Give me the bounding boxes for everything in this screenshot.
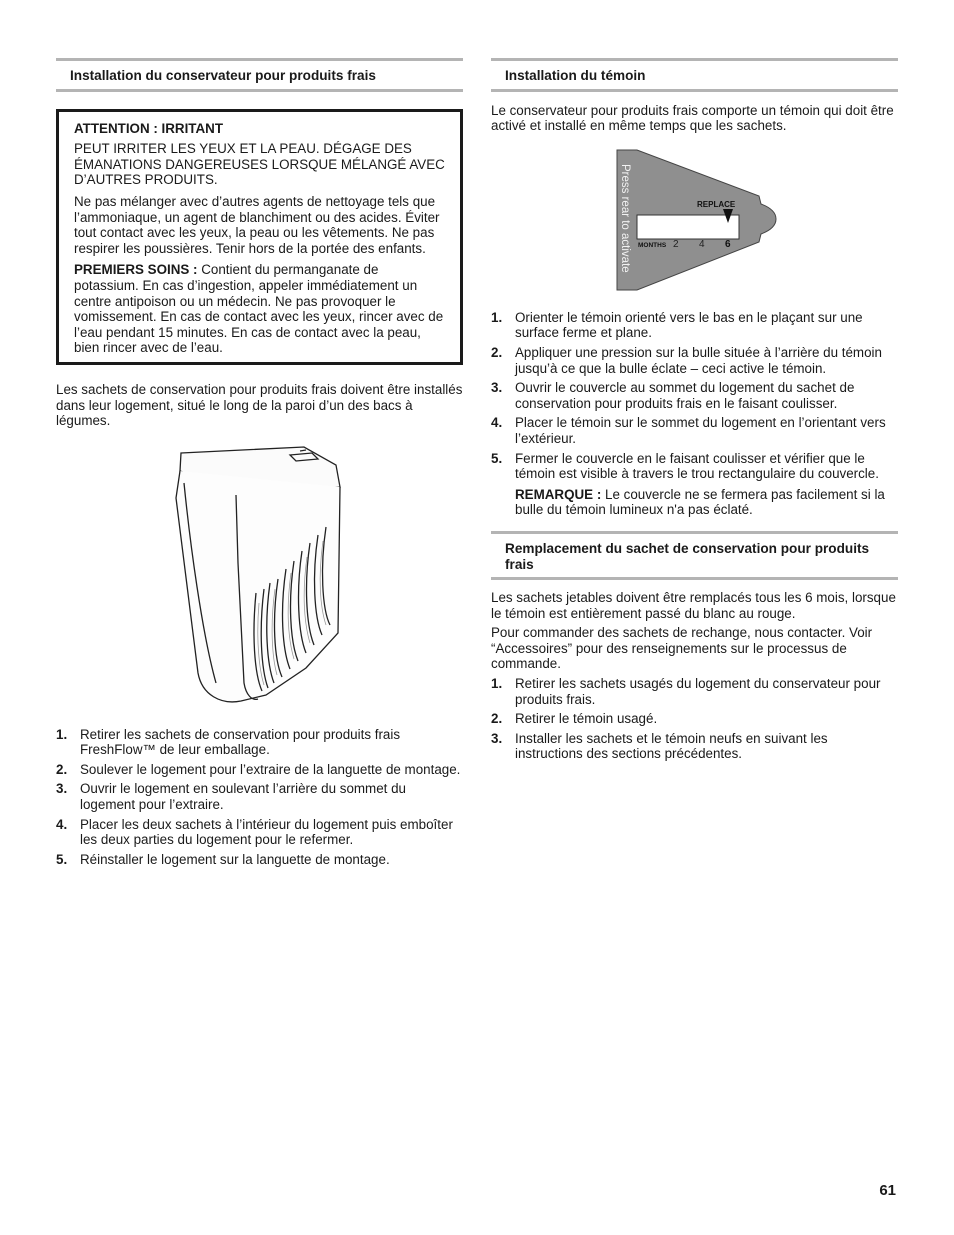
section-heading-indicator: Installation du témoin xyxy=(491,58,898,92)
indicator-steps xyxy=(491,310,898,518)
remark-text: Le couvercle ne se fermera pas facilement si la bulle du témoin lumineux n'a pas éclaté. xyxy=(515,486,885,518)
indicator-intro: Le conservateur pour produits frais comporte un témoin qui doit être activé et installé en même temps que les sachets. xyxy=(491,102,894,134)
warning-box xyxy=(56,109,463,365)
months-label: MONTHS xyxy=(638,241,667,249)
section-heading-installation: Installation du conservateur pour produits frais xyxy=(56,58,463,92)
replacement-steps xyxy=(491,676,898,762)
list-item: 5. Fermer le couvercle en le faisant coulisser et vérifier que le témoin est visible à travers le trou rectangulaire du couvercle. REMARQUE : Le couvercle ne se fermera pas facilement si la bulle du témoin lumineux n'a pas éclaté. xyxy=(491,451,898,518)
page-number: 61 xyxy=(879,1182,896,1199)
first-aid-paragraph xyxy=(74,262,446,356)
replacement-paragraph-2: Pour commander des sachets de rechange, nous contacter. Voir “Accessoires” pour des renseignements sur le processus de commande. xyxy=(491,625,873,672)
warning-paragraph-2: Ne pas mélanger avec d’autres agents de nettoyage tels que l’ammoniaque, un agent de blanchiment ou des acides. Éviter tout contact avec les yeux, la peau ou les vêtements. Ne pas respirer les poussières. Tenir hors de la portée des enfants. xyxy=(74,193,440,256)
intro-paragraph: Les sachets de conservation pour produits frais doivent être installés dans leur logement, situé le long de la paroi d’un des bacs à légumes. xyxy=(56,381,463,429)
warning-title: ATTENTION : IRRITANT xyxy=(74,120,224,136)
list-item: 1. Orienter le témoin orienté vers le bas en le plaçant sur une surface ferme et plane. xyxy=(491,309,863,341)
first-aid-label: PREMIERS SOINS : xyxy=(74,262,198,278)
installation-steps xyxy=(56,727,463,868)
list-item: 1. Retirer les sachets usagés du logement du conservateur pour produits frais. xyxy=(491,676,881,707)
remark-label: REMARQUE : xyxy=(515,486,602,502)
list-item: 2. Soulever le logement pour l’extraire de la languette de montage. xyxy=(56,761,461,777)
first-aid-text: Contient du permanganate de potassium. En cas d’ingestion, appeler immédiatement un centre antipoison ou un médecin. Ne pas provoquer le vomissement. En cas de contact avec les yeux, rincer avec de l’eau pendant 15 minutes. En cas de contact avec la peau, bien rincer avec de l’eau. xyxy=(74,262,444,356)
list-item: 4. Placer le témoin sur le sommet du logement en l’orientant vers l’extérieur. xyxy=(491,415,886,446)
replacement-paragraph-1: Les sachets jetables doivent être remplacés tous les 6 mois, lorsque le témoin est entièrement passé du blanc au rouge. xyxy=(491,590,896,621)
list-item: 3. Ouvrir le logement en soulevant l’arrière du sommet du logement pour l’extraire. xyxy=(56,781,406,813)
freshness-indicator-illustration xyxy=(491,144,898,296)
replace-label: REPLACE xyxy=(697,199,736,209)
left-column xyxy=(56,58,463,871)
warning-paragraph-1: PEUT IRRITER LES YEUX ET LA PEAU. DÉGAGE DES ÉMANATIONS DANGEREUSES LORSQUE MÉLANGÉ AVEC D’AUTRES PRODUITS. xyxy=(74,141,445,188)
remark-note xyxy=(515,487,898,518)
list-item: 3. Installer les sachets et le témoin neufs en suivant les instructions des sections précédentes. xyxy=(491,730,828,762)
right-column xyxy=(491,58,898,766)
list-item: 4. Placer les deux sachets à l’intérieur du logement puis emboîter les deux parties du logement pour le refermer. xyxy=(56,816,453,848)
list-item: 1. Retirer les sachets de conservation pour produits frais FreshFlow™ de leur emballage. xyxy=(56,726,401,758)
tick-label: 4 xyxy=(699,238,705,250)
tick-label: 2 xyxy=(673,238,679,250)
list-item: 5. Réinstaller le logement sur la languette de montage. xyxy=(56,851,390,867)
crisper-container-illustration xyxy=(56,443,463,721)
indicator-side-text: Press rear to activate xyxy=(619,163,631,273)
list-item: 2. Retirer le témoin usagé. xyxy=(491,711,658,727)
tick-label: 6 xyxy=(725,238,731,250)
list-item: 2. Appliquer une pression sur la bulle située à l’arrière du témoin jusqu’à ce que la bulle éclate – ceci active le témoin. xyxy=(491,344,882,376)
list-item: 3. Ouvrir le couvercle au sommet du logement du sachet de conservation pour produits frais en le faisant coulisser. xyxy=(491,380,855,411)
section-heading-replacement: Remplacement du sachet de conservation pour produits frais xyxy=(491,531,898,580)
